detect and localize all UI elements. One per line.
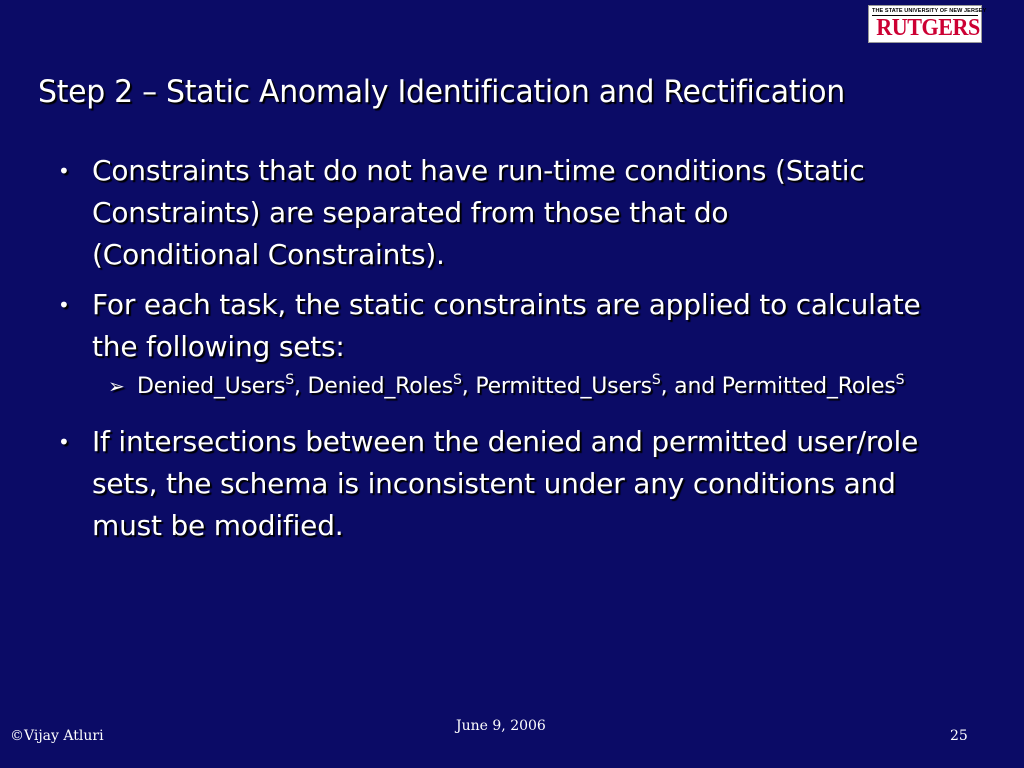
logo-wordmark: RUTGERS [876, 15, 980, 41]
bullet-dot-icon: • [58, 293, 70, 317]
footer-date: June 9, 2006 [456, 718, 546, 734]
slide-title: Step 2 – Static Anomaly Identification and Rectification [38, 74, 845, 110]
sub-bullet-item [54, 370, 954, 403]
set-name-permitted-users: Permitted_Users [475, 374, 652, 399]
bullet-dot-icon: • [58, 430, 70, 454]
footer-author: ©Vijay Atluri [10, 728, 104, 744]
logo-tagline: THE STATE UNIVERSITY OF NEW JERSEY [872, 8, 987, 14]
superscript: S [651, 372, 661, 388]
set-name-denied-roles: Denied_Roles [307, 374, 454, 399]
footer-page-number: 25 [950, 728, 968, 744]
set-name-permitted-roles: Permitted_Roles [721, 374, 896, 399]
superscript: S [285, 372, 294, 388]
set-name-denied-users: Denied_Users [137, 374, 286, 399]
bullet-text: For each task, the static constraints are applied to calculate the following sets: [92, 288, 921, 363]
bullet-text: If intersections between the denied and permitted user/role sets, the schema is inconsistent under any conditions and must be modified. [92, 425, 919, 542]
bullet-item [54, 284, 954, 368]
bullet-item [54, 150, 954, 276]
superscript: S [453, 372, 462, 388]
superscript: S [895, 372, 905, 388]
bullet-text: Constraints that do not have run-time conditions (Static Constraints) are separated from those that do (Conditional Constraints). [92, 154, 865, 271]
rutgers-logo [868, 5, 987, 43]
slide-body [54, 150, 954, 555]
separator: , [461, 374, 476, 399]
bullet-item [54, 421, 954, 547]
arrow-bullet-icon: ➢ [108, 374, 125, 398]
separator: , [293, 374, 308, 399]
bullet-dot-icon: • [58, 159, 70, 183]
separator: , and [660, 374, 722, 399]
sub-bullet-text [137, 370, 937, 403]
